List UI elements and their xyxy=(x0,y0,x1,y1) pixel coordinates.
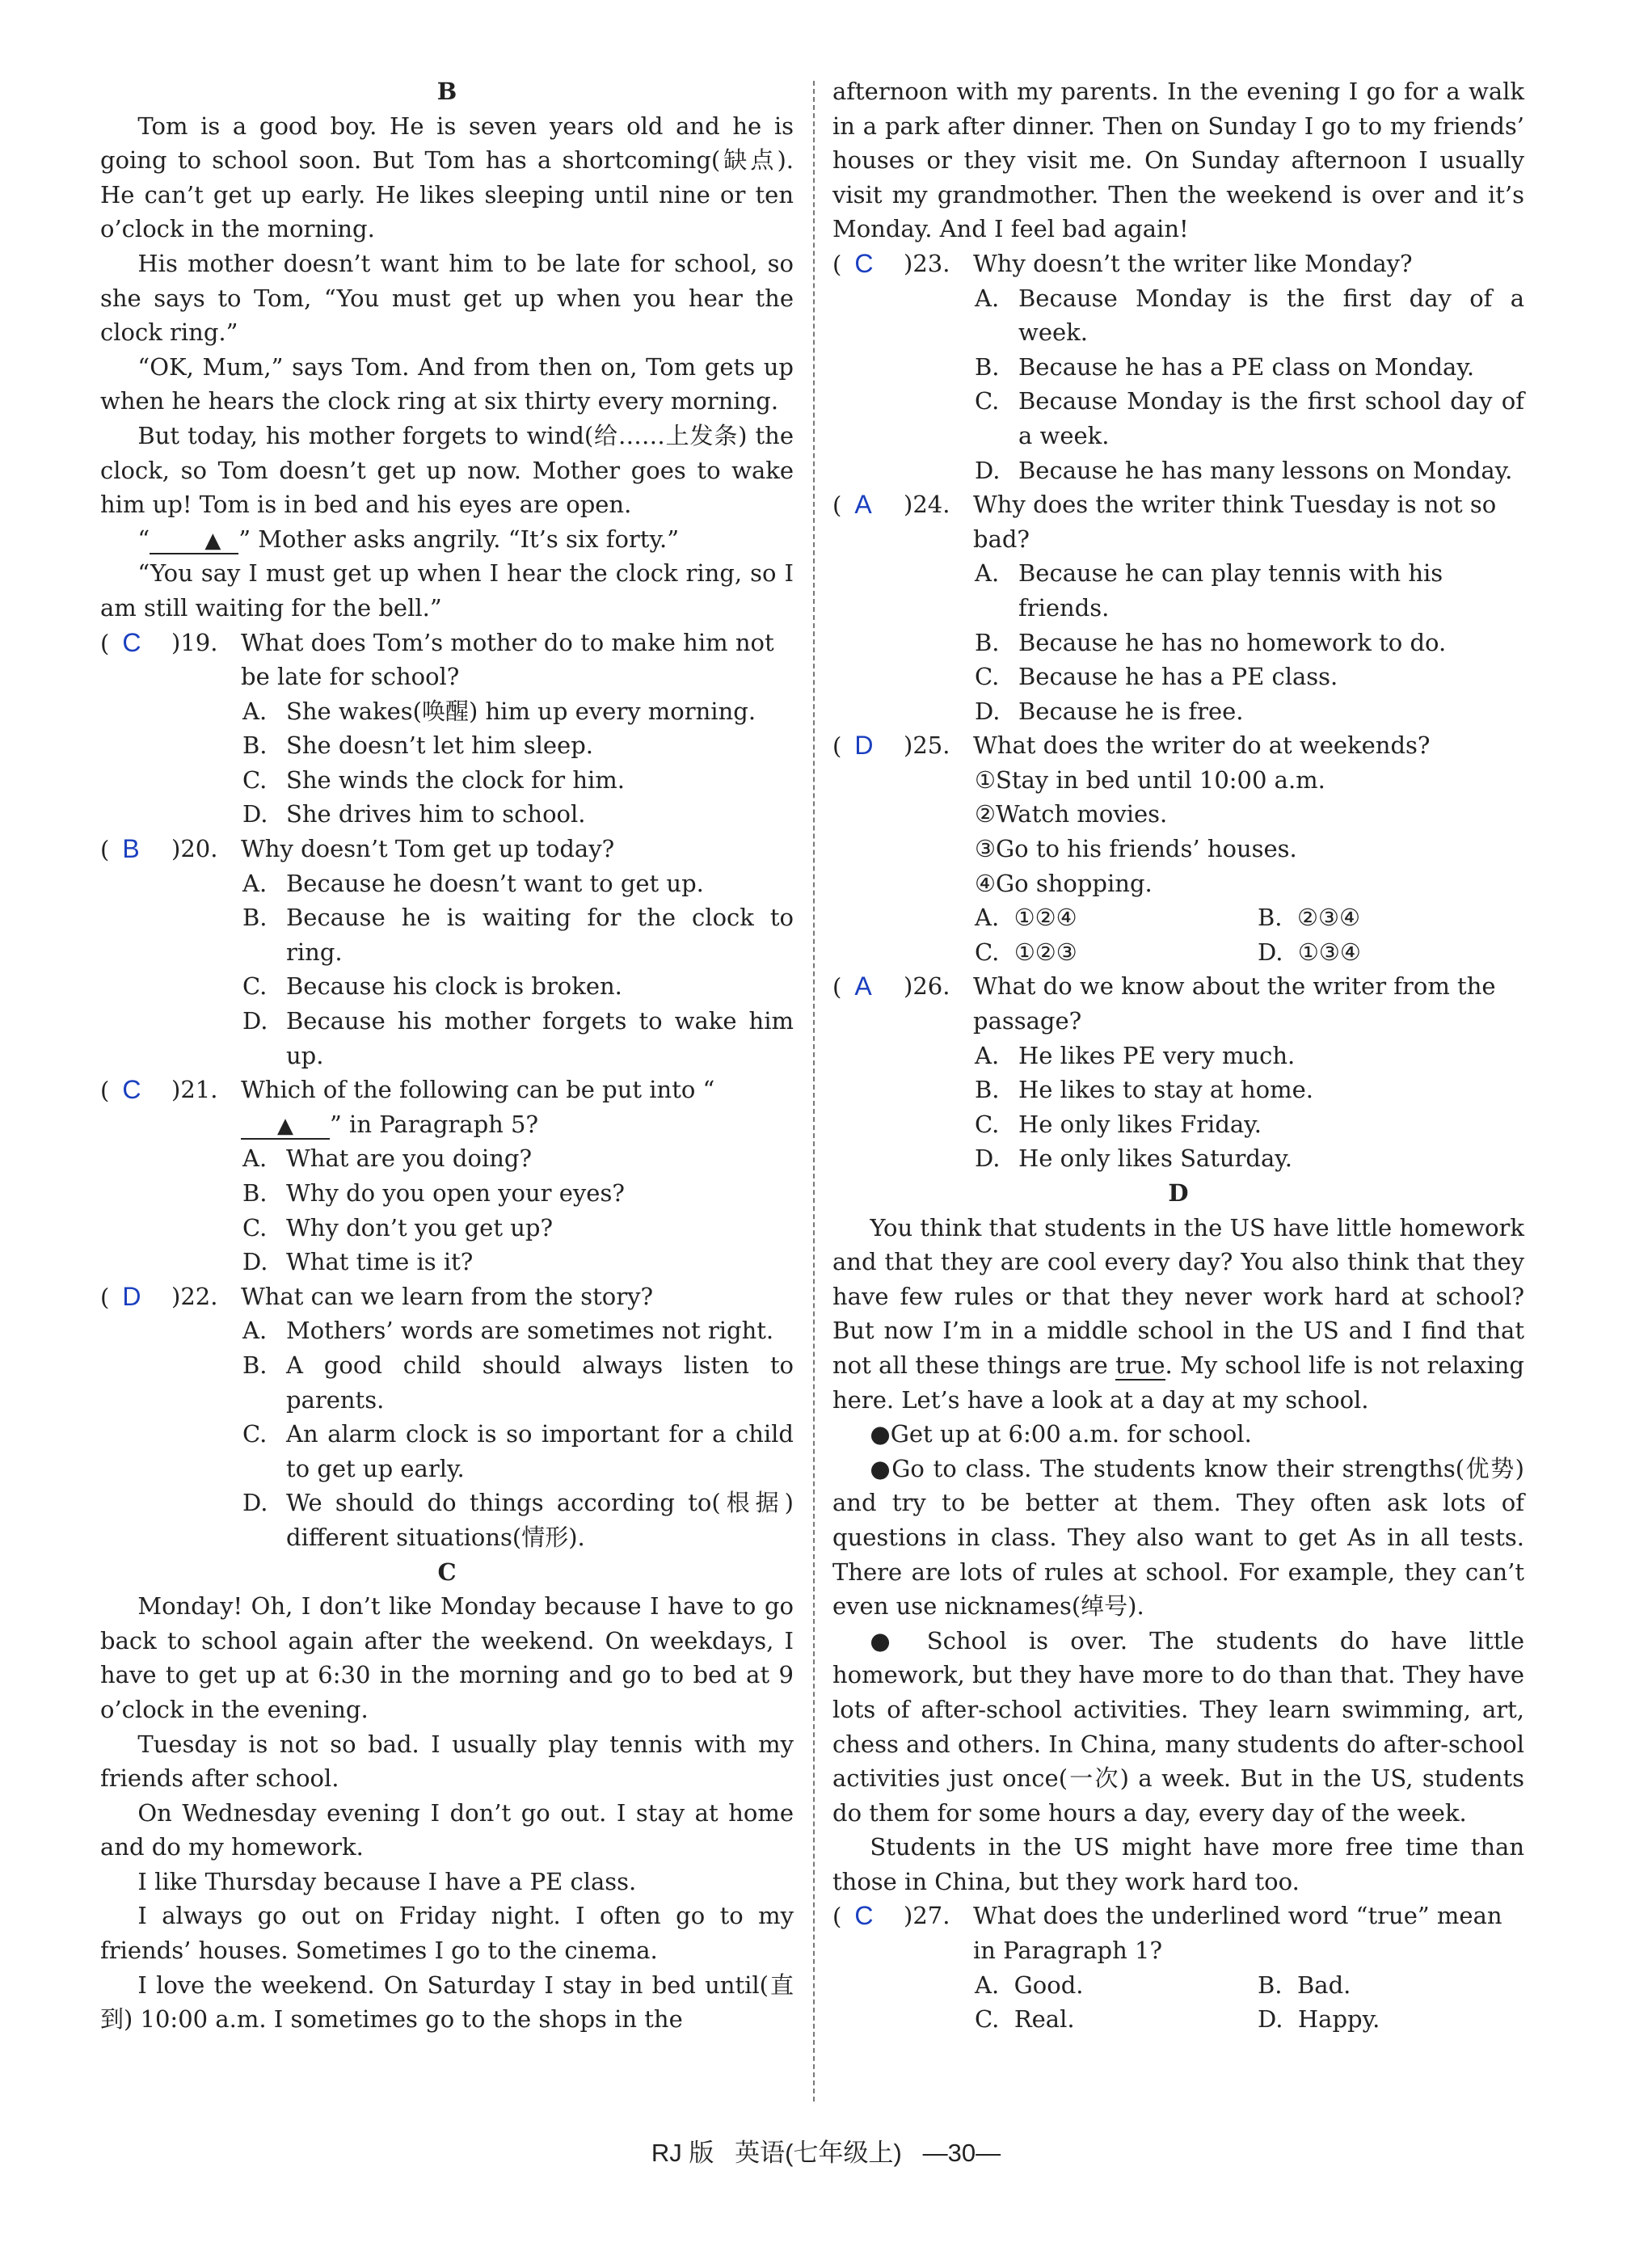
blank-paragraph: “ ▲ ” Mother asks angrily. “It’s six forty.” xyxy=(137,525,680,553)
option: C. He only likes Friday. xyxy=(975,1110,1262,1138)
option: A. He likes PE very much. xyxy=(975,1041,1296,1069)
right-column xyxy=(832,74,1524,2037)
option: B. Because he is waiting for the clock to ring. xyxy=(242,904,794,966)
answer-letter: C xyxy=(122,1075,141,1105)
bullet-paragraph: ● School is over. The students do have little homework, but they have more to do than that. They have lots of after-school activities. They learn swimming, art, chess and others. In China, many students do after-school activities just once(一次) a week. But in the US, students do them for some hours a day, every day of the week. xyxy=(832,1626,1524,1827)
answer-letter: C xyxy=(854,1901,874,1931)
question-number: )27. xyxy=(904,1902,950,1930)
paragraph: Tom is a good boy. He is seven years old and he is going to school soon. But Tom has a shortcoming(缺点). He can’t get up early. He likes sleeping until nine or ten o’clock in the morning. xyxy=(100,112,794,243)
option: D. Because his mother forgets to wake him up. xyxy=(242,1007,794,1069)
option: A. Mothers’ words are sometimes not right. xyxy=(242,1317,774,1345)
option: D. He only likes Saturday. xyxy=(975,1144,1293,1173)
paragraph: On Wednesday evening I don’t go out. I stay at home and do my homework. xyxy=(100,1798,794,1861)
paragraph: “OK, Mum,” says Tom. And from then on, Tom gets up when he hears the clock ring at six thirty every morning. xyxy=(100,352,794,415)
question-number: )20. xyxy=(171,835,218,863)
question-21 xyxy=(100,1073,794,1141)
answer-letter: D xyxy=(122,1281,141,1311)
triangle-icon: ▲ xyxy=(204,528,221,553)
question-23 xyxy=(832,247,1524,281)
answer-blank xyxy=(150,527,238,554)
question-number: )23. xyxy=(904,249,950,277)
question-text: Why doesn’t the writer like Monday? xyxy=(973,249,1413,277)
answer-bracket: ( B xyxy=(100,832,153,867)
question-text: What does Tom’s mother do to make him not be late for school? xyxy=(241,628,774,691)
option: C. Because he has a PE class. xyxy=(975,663,1338,691)
option: A. Because he doesn’t want to get up. xyxy=(242,869,704,897)
option: C. Why don’t you get up? xyxy=(242,1213,554,1241)
question-text: What does the writer do at weekends? xyxy=(973,731,1431,760)
option: B. Bad. xyxy=(1258,1971,1351,1999)
option-grid xyxy=(832,900,1524,969)
option-grid xyxy=(832,1968,1524,2037)
question-22 xyxy=(100,1279,794,1314)
option: C. She winds the clock for him. xyxy=(242,765,626,794)
paragraph-continuation: afternoon with my parents. In the evening I go for a walk in a park after dinner. Then on Sunday I go to my friends’ houses or they visit me. On Sunday afternoon I usually visit my grandmother. Then the weekend is over and it’s Monday. And I feel bad again! xyxy=(832,78,1524,243)
paragraph: You think that students in the US have little homework and that they are cool every day? You also think that they have few rules or that they never work hard at school? But now I’m in a middle school in the US and I find that not all these things are true. My school life is not relaxing here. Let’s have a look at a day at my school. xyxy=(832,1213,1524,1414)
question-24 xyxy=(832,487,1524,556)
option: D. What time is it? xyxy=(242,1248,474,1276)
answer-letter: A xyxy=(854,490,872,520)
circled-item: ③Go to his friends’ houses. xyxy=(975,835,1297,863)
answer-letter: C xyxy=(854,248,874,278)
section-c-heading: C xyxy=(437,1558,457,1586)
option: B. He likes to stay at home. xyxy=(975,1076,1313,1104)
circled-item: ①Stay in bed until 10:00 a.m. xyxy=(975,765,1325,794)
option: D. Because he has many lessons on Monday. xyxy=(975,456,1513,484)
option: A. Good. xyxy=(975,1971,1084,1999)
question-text: Why does the writer think Tuesday is not so bad? xyxy=(973,491,1497,553)
answer-letter: C xyxy=(122,627,141,657)
question-number: )22. xyxy=(171,1282,218,1310)
circled-item: ②Watch movies. xyxy=(975,800,1168,828)
answer-bracket: ( D xyxy=(832,728,886,764)
answer-bracket: ( A xyxy=(832,487,885,523)
paragraph: Tuesday is not so bad. I usually play tennis with my friends after school. xyxy=(100,1730,794,1793)
triangle-icon: ▲ xyxy=(277,1113,293,1138)
option: D. Because he is free. xyxy=(975,697,1244,725)
paragraph: I like Thursday because I have a PE class. xyxy=(137,1867,637,1895)
circled-item: ④Go shopping. xyxy=(975,869,1153,897)
option: A. ①②④ xyxy=(975,904,1077,932)
answer-letter: A xyxy=(854,972,872,1001)
option: A. Because he can play tennis with his friends. xyxy=(975,559,1443,622)
option: D. She drives him to school. xyxy=(242,800,586,828)
question-text: What can we learn from the story? xyxy=(241,1282,654,1310)
option: D. Happy. xyxy=(1258,2005,1380,2034)
answer-blank xyxy=(241,1112,330,1140)
paragraph: But today, his mother forgets to wind(给……上发条) the clock, so Tom doesn’t get up now. Mother goes to wake him up! Tom is in bed and his eyes are open. xyxy=(100,421,794,519)
option: A. Because Monday is the first day of a week. xyxy=(975,284,1524,347)
bullet-paragraph: ●Get up at 6:00 a.m. for school. xyxy=(870,1420,1252,1448)
answer-bracket: ( C xyxy=(832,247,886,282)
option: B. Because he has a PE class on Monday. xyxy=(975,352,1475,381)
paragraph: I always go out on Friday night. I often go to my friends’ houses. Sometimes I go to the cinema. xyxy=(100,1902,794,1965)
section-d-heading: D xyxy=(1168,1179,1189,1207)
paragraph: Monday! Oh, I don’t like Monday because I have to go back to school again after the weekend. On weekdays, I have to get up at 6:30 in the morning and go to bed at 9 o’clock in the evening. xyxy=(100,1592,794,1723)
question-20 xyxy=(100,832,794,866)
underlined-word: true xyxy=(1115,1351,1165,1379)
paragraph: I love the weekend. On Saturday I stay in bed until(直到) 10:00 a.m. I sometimes go to the shops in the xyxy=(100,1971,794,2034)
answer-bracket: ( C xyxy=(100,626,154,661)
option: B. ②③④ xyxy=(1258,904,1360,932)
column-divider xyxy=(813,81,815,2101)
subject-label: 英语(七年级上) xyxy=(735,2139,902,2167)
option: D. ①③④ xyxy=(1258,938,1361,966)
question-text: Which of the following can be put into “▲ ” in Paragraph 5? xyxy=(241,1076,715,1138)
paragraph: Students in the US might have more free time than those in China, but they work hard too. xyxy=(832,1833,1524,1895)
page-number: —30— xyxy=(922,2139,1001,2167)
paragraph: “You say I must get up when I hear the clock ring, so I am still waiting for the bell.” xyxy=(100,559,794,622)
question-text: What does the underlined word “true” mean in Paragraph 1? xyxy=(973,1902,1502,1965)
answer-bracket: ( A xyxy=(832,969,885,1005)
option: C. ①②③ xyxy=(975,938,1077,966)
answer-bracket: ( D xyxy=(100,1279,154,1315)
left-column xyxy=(100,74,794,2037)
option: B. She doesn’t let him sleep. xyxy=(242,731,594,760)
option: B. A good child should always listen to parents. xyxy=(242,1351,794,1414)
question-26 xyxy=(832,969,1524,1038)
question-number: )24. xyxy=(904,491,950,519)
paragraph: His mother doesn’t want him to be late for school, so she says to Tom, “You must get up when you hear the clock ring.” xyxy=(100,249,794,347)
question-25 xyxy=(832,728,1524,763)
bullet-paragraph: ●Go to class. The students know their strengths(优势) and try to be better at them. They often ask lots of questions in class. They also want to get As in all tests. There are lots of rules at school. For example, they can’t even use nicknames(绰号). xyxy=(832,1454,1524,1621)
option: B. Why do you open your eyes? xyxy=(242,1179,625,1207)
page-footer xyxy=(0,2132,1652,2169)
question-number: )25. xyxy=(904,731,950,760)
question-19 xyxy=(100,626,794,694)
option: A. What are you doing? xyxy=(242,1144,533,1173)
question-number: )26. xyxy=(904,972,950,1001)
option: A. She wakes(唤醒) him up every morning. xyxy=(242,697,756,725)
answer-bracket: ( C xyxy=(832,1899,886,1934)
answer-bracket: ( C xyxy=(100,1073,154,1108)
option: D. We should do things according to(根据) different situations(情形). xyxy=(242,1489,794,1551)
edition-label: RJ 版 xyxy=(651,2139,714,2167)
option: C. An alarm clock is so important for a child to get up early. xyxy=(242,1420,794,1482)
question-27 xyxy=(832,1899,1524,1967)
answer-letter: D xyxy=(854,731,874,761)
option: C. Real. xyxy=(975,2005,1075,2034)
option: B. Because he has no homework to do. xyxy=(975,628,1447,656)
question-text: What do we know about the writer from the passage? xyxy=(973,972,1496,1035)
question-number: )19. xyxy=(171,628,218,656)
answer-letter: B xyxy=(122,834,140,864)
section-b-heading: B xyxy=(436,78,457,105)
question-number: )21. xyxy=(171,1076,218,1104)
question-text: Why doesn’t Tom get up today? xyxy=(241,835,615,863)
option: C. Because Monday is the first school day of a week. xyxy=(975,387,1524,449)
option: C. Because his clock is broken. xyxy=(242,972,622,1001)
